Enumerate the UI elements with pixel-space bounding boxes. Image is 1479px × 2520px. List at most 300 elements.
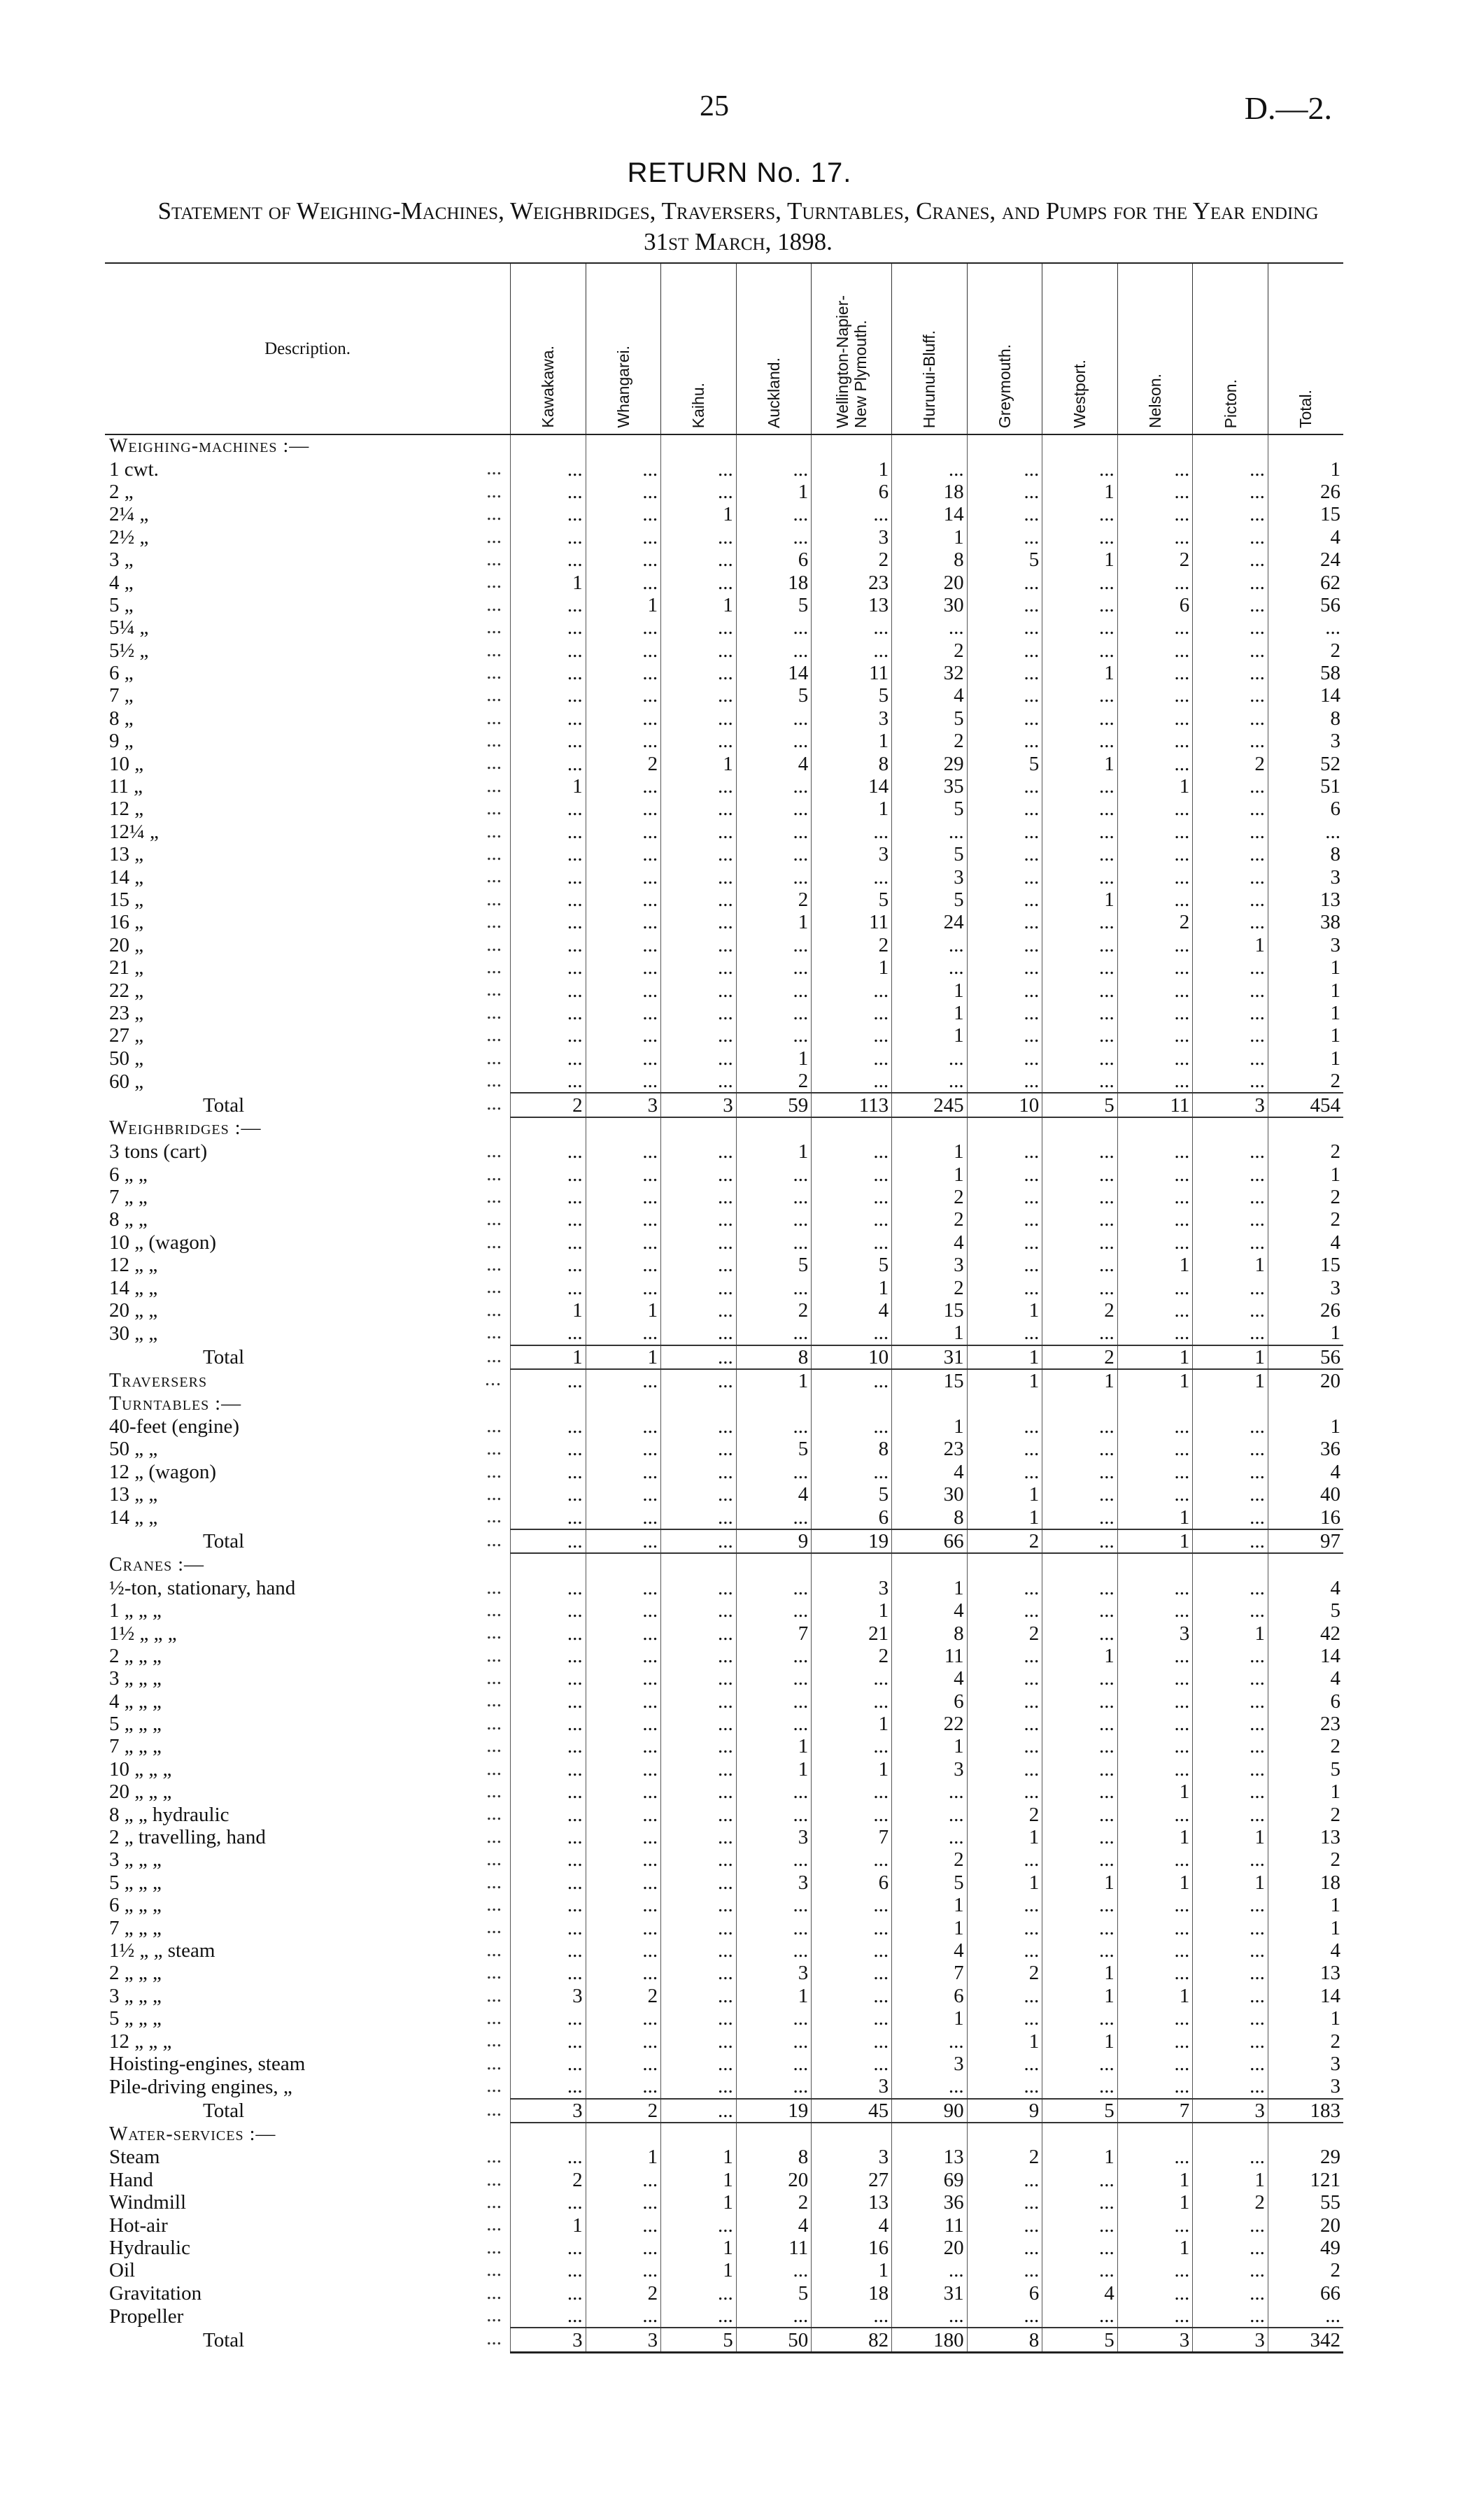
value-cell: ... bbox=[511, 843, 586, 865]
value-cell: ... bbox=[892, 2030, 968, 2052]
value-cell: 1 bbox=[586, 594, 661, 616]
value-cell: ... bbox=[1193, 1461, 1268, 1483]
row-label: Hydraulic bbox=[109, 2237, 190, 2260]
value-cell: 24 bbox=[892, 911, 968, 933]
leader-dots: ... bbox=[486, 1001, 502, 1024]
value-cell: ... bbox=[967, 1577, 1042, 1599]
leader-dots: ... bbox=[486, 1298, 502, 1321]
value-cell: 3 bbox=[812, 707, 892, 730]
value-cell: ... bbox=[1117, 798, 1193, 820]
column-header-label: Greymouth. bbox=[995, 344, 1014, 428]
value-cell: 1 bbox=[892, 1577, 968, 1599]
value-cell: ... bbox=[1117, 2053, 1193, 2075]
value-cell bbox=[812, 2123, 892, 2146]
value-cell: ... bbox=[967, 2191, 1042, 2214]
value-cell: ... bbox=[511, 1163, 586, 1186]
total-row bbox=[105, 2099, 1343, 2123]
value-cell: ... bbox=[511, 889, 586, 911]
value-cell bbox=[812, 1392, 892, 1415]
value-cell: ... bbox=[1042, 639, 1118, 662]
value-cell: ... bbox=[511, 1667, 586, 1690]
total-cell: 97 bbox=[1268, 1529, 1343, 1553]
row-label: 6 „ „ bbox=[109, 1163, 148, 1186]
leader-dots: ... bbox=[486, 639, 502, 661]
value-cell: ... bbox=[736, 2007, 812, 2030]
value-cell: ... bbox=[661, 1047, 737, 1070]
value-cell: ... bbox=[812, 1735, 892, 1757]
leader-dots: ... bbox=[486, 1163, 502, 1185]
row-description bbox=[105, 1093, 511, 1117]
value-cell: ... bbox=[967, 956, 1042, 979]
total-cell: 38 bbox=[1268, 911, 1343, 933]
value-cell: ... bbox=[967, 1186, 1042, 1208]
table-row bbox=[105, 548, 1343, 571]
value-cell: ... bbox=[1117, 1713, 1193, 1735]
value-cell: ... bbox=[511, 526, 586, 548]
leader-dots: ... bbox=[486, 1984, 502, 2006]
value-cell: 23 bbox=[892, 1438, 968, 1460]
value-cell: 1 bbox=[892, 1024, 968, 1047]
column-header-label: Wellington-Napier-New Plymouth. bbox=[833, 295, 870, 428]
value-cell: ... bbox=[586, 1276, 661, 1298]
value-cell: 5 bbox=[892, 889, 968, 911]
value-cell bbox=[892, 1392, 968, 1415]
value-cell: ... bbox=[967, 1939, 1042, 1962]
value-cell bbox=[586, 434, 661, 458]
value-cell: 1 bbox=[892, 526, 968, 548]
value-cell: 15 bbox=[892, 1369, 968, 1392]
value-cell bbox=[736, 1117, 812, 1140]
value-cell: ... bbox=[586, 798, 661, 820]
row-label: 3 „ „ „ bbox=[109, 1667, 162, 1690]
leader-dots: ... bbox=[486, 1093, 502, 1115]
value-cell: 4 bbox=[892, 1599, 968, 1622]
value-cell: 2 bbox=[892, 1276, 968, 1298]
section-row bbox=[105, 1392, 1343, 1415]
value-cell: 11 bbox=[736, 2237, 812, 2259]
table-row bbox=[105, 821, 1343, 843]
row-label: 22 „ bbox=[109, 979, 144, 1002]
value-cell: ... bbox=[892, 1803, 968, 1825]
leader-dots: ... bbox=[486, 1916, 502, 1939]
value-cell: ... bbox=[967, 1415, 1042, 1438]
value-cell: ... bbox=[586, 503, 661, 525]
value-cell: 3 bbox=[892, 1758, 968, 1781]
total-cell: 3 bbox=[1268, 2075, 1343, 2098]
value-cell: ... bbox=[586, 843, 661, 865]
value-cell: ... bbox=[661, 1848, 737, 1871]
value-cell: 1 bbox=[1117, 1345, 1193, 1369]
value-cell: ... bbox=[1117, 2305, 1193, 2328]
value-cell bbox=[1193, 1392, 1268, 1415]
column-header bbox=[1193, 263, 1268, 434]
value-cell: ... bbox=[736, 2075, 812, 2098]
leader-dots: ... bbox=[486, 1415, 502, 1437]
value-cell: ... bbox=[1042, 594, 1118, 616]
value-cell bbox=[1117, 1117, 1193, 1140]
leader-dots: ... bbox=[486, 1231, 502, 1253]
leader-dots: ... bbox=[486, 1140, 502, 1163]
leader-dots: ... bbox=[485, 1369, 502, 1391]
row-label: Gravitation bbox=[109, 2281, 202, 2305]
total-cell: ... bbox=[1268, 821, 1343, 843]
value-cell: ... bbox=[736, 798, 812, 820]
table-row bbox=[105, 1848, 1343, 1871]
value-cell: ... bbox=[661, 1939, 737, 1962]
value-cell: 20 bbox=[892, 571, 968, 593]
total-cell: 26 bbox=[1268, 481, 1343, 503]
table-row bbox=[105, 1461, 1343, 1483]
row-label: 4 „ bbox=[109, 571, 134, 594]
value-cell: 29 bbox=[892, 752, 968, 774]
value-cell: ... bbox=[586, 1369, 661, 1392]
value-cell: 1 bbox=[1042, 752, 1118, 774]
row-description bbox=[105, 2214, 511, 2236]
value-cell: 4 bbox=[736, 2214, 812, 2236]
value-cell: ... bbox=[1117, 934, 1193, 956]
row-description bbox=[105, 1322, 511, 1345]
row-label: 12 „ „ „ bbox=[109, 2030, 172, 2053]
value-cell: ... bbox=[967, 821, 1042, 843]
value-cell: ... bbox=[736, 1803, 812, 1825]
row-description bbox=[105, 1803, 511, 1825]
value-cell: 11 bbox=[892, 2214, 968, 2236]
value-cell: ... bbox=[1193, 2282, 1268, 2305]
value-cell bbox=[586, 2123, 661, 2146]
value-cell: 31 bbox=[892, 2282, 968, 2305]
value-cell: ... bbox=[586, 821, 661, 843]
leader-dots: ... bbox=[486, 2236, 502, 2258]
value-cell: ... bbox=[511, 1322, 586, 1345]
value-cell: ... bbox=[586, 1047, 661, 1070]
value-cell: ... bbox=[967, 1758, 1042, 1781]
row-label: Total bbox=[203, 1529, 245, 1552]
row-description bbox=[105, 1163, 511, 1186]
total-cell: 1 bbox=[1268, 2007, 1343, 2030]
value-cell bbox=[1042, 434, 1118, 458]
value-cell: ... bbox=[1042, 2169, 1118, 2191]
value-cell: ... bbox=[511, 1208, 586, 1231]
value-cell: ... bbox=[1042, 1002, 1118, 1024]
value-cell bbox=[661, 1117, 737, 1140]
value-cell: ... bbox=[967, 843, 1042, 865]
value-cell bbox=[1042, 2123, 1118, 2146]
value-cell: 1 bbox=[1193, 1871, 1268, 1894]
value-cell: ... bbox=[1193, 1438, 1268, 1460]
row-label: 2 „ travelling, hand bbox=[109, 1826, 266, 1849]
value-cell: ... bbox=[1193, 889, 1268, 911]
value-cell: ... bbox=[1042, 1826, 1118, 1848]
value-cell: ... bbox=[967, 1645, 1042, 1667]
value-cell: ... bbox=[511, 2237, 586, 2259]
row-description bbox=[105, 503, 511, 525]
value-cell: 1 bbox=[661, 2146, 737, 2168]
value-cell: 13 bbox=[892, 2146, 968, 2168]
row-description bbox=[105, 2123, 511, 2146]
row-label: Total bbox=[203, 1345, 245, 1368]
value-cell: ... bbox=[661, 548, 737, 571]
total-cell: 20 bbox=[1268, 1369, 1343, 1392]
value-cell: 1 bbox=[967, 1345, 1042, 1369]
value-cell: ... bbox=[736, 1848, 812, 1871]
value-cell: ... bbox=[812, 1186, 892, 1208]
table-row bbox=[105, 2259, 1343, 2281]
value-cell: ... bbox=[661, 1803, 737, 1825]
value-cell: 3 bbox=[892, 2053, 968, 2075]
value-cell: ... bbox=[1042, 1848, 1118, 1871]
value-cell: ... bbox=[1042, 1690, 1118, 1712]
value-cell: 9 bbox=[967, 2099, 1042, 2123]
value-cell: 1 bbox=[1042, 1962, 1118, 1984]
value-cell: ... bbox=[661, 526, 737, 548]
value-cell: ... bbox=[967, 1781, 1042, 1803]
value-cell: ... bbox=[967, 639, 1042, 662]
value-cell: 1 bbox=[1117, 1826, 1193, 1848]
leader-dots: ... bbox=[486, 888, 502, 910]
total-cell: 2 bbox=[1268, 1735, 1343, 1757]
total-cell: 26 bbox=[1268, 1299, 1343, 1322]
value-cell: 1 bbox=[1042, 1985, 1118, 2007]
value-cell: ... bbox=[661, 639, 737, 662]
value-cell: ... bbox=[967, 798, 1042, 820]
row-description bbox=[105, 1529, 511, 1553]
table-row bbox=[105, 1758, 1343, 1781]
row-label: Hot-air bbox=[109, 2214, 168, 2237]
row-label: 15 „ bbox=[109, 889, 144, 911]
value-cell: ... bbox=[1042, 1024, 1118, 1047]
value-cell: ... bbox=[1117, 707, 1193, 730]
value-cell: 113 bbox=[812, 1093, 892, 1117]
total-cell: 4 bbox=[1268, 1667, 1343, 1690]
value-cell: ... bbox=[511, 1758, 586, 1781]
value-cell: 4 bbox=[812, 1299, 892, 1322]
value-cell: ... bbox=[586, 1438, 661, 1460]
value-cell: 2 bbox=[967, 1529, 1042, 1553]
value-cell: ... bbox=[661, 1070, 737, 1093]
value-cell: ... bbox=[736, 1506, 812, 1529]
value-cell: 1 bbox=[1117, 775, 1193, 798]
row-description bbox=[105, 1962, 511, 1984]
value-cell: ... bbox=[967, 458, 1042, 480]
row-label: 8 „ bbox=[109, 707, 134, 730]
value-cell: ... bbox=[967, 1254, 1042, 1276]
table-row bbox=[105, 1438, 1343, 1460]
value-cell: ... bbox=[511, 1002, 586, 1024]
table-row bbox=[105, 1322, 1343, 1345]
total-cell: 4 bbox=[1268, 1577, 1343, 1599]
table-row bbox=[105, 1415, 1343, 1438]
value-cell: ... bbox=[736, 1231, 812, 1254]
value-cell: ... bbox=[511, 821, 586, 843]
value-cell: ... bbox=[586, 1186, 661, 1208]
value-cell: ... bbox=[661, 1345, 737, 1369]
row-description bbox=[105, 1186, 511, 1208]
value-cell: ... bbox=[1042, 1438, 1118, 1460]
value-cell: 3 bbox=[812, 2075, 892, 2098]
leader-dots: ... bbox=[486, 1848, 502, 1871]
table-row bbox=[105, 798, 1343, 820]
leader-dots: ... bbox=[486, 843, 502, 865]
value-cell: 1 bbox=[892, 2007, 968, 2030]
row-label: 5 „ „ „ bbox=[109, 1871, 162, 1894]
value-cell: 1 bbox=[892, 1415, 968, 1438]
value-cell: 1 bbox=[1193, 1369, 1268, 1392]
value-cell bbox=[736, 434, 812, 458]
leader-dots: ... bbox=[486, 1690, 502, 1712]
total-cell: 183 bbox=[1268, 2099, 1343, 2123]
value-cell: 1 bbox=[1193, 1254, 1268, 1276]
value-cell: ... bbox=[1193, 1231, 1268, 1254]
total-cell: 3 bbox=[1268, 1276, 1343, 1298]
row-label: Propeller bbox=[109, 2305, 184, 2328]
value-cell: 1 bbox=[661, 2169, 737, 2191]
value-cell: 2 bbox=[967, 2146, 1042, 2168]
value-cell: ... bbox=[511, 503, 586, 525]
value-cell: ... bbox=[586, 1758, 661, 1781]
row-description bbox=[105, 434, 511, 458]
value-cell: ... bbox=[586, 979, 661, 1001]
row-description bbox=[105, 843, 511, 865]
total-cell: 15 bbox=[1268, 503, 1343, 525]
value-cell: ... bbox=[812, 2007, 892, 2030]
value-cell: ... bbox=[812, 1208, 892, 1231]
value-cell: 1 bbox=[967, 1299, 1042, 1322]
value-cell: 11 bbox=[1117, 1093, 1193, 1117]
value-cell: ... bbox=[967, 2259, 1042, 2281]
value-cell: ... bbox=[1117, 1461, 1193, 1483]
value-cell: 2 bbox=[812, 1645, 892, 1667]
column-header-description: Description. bbox=[105, 263, 511, 434]
total-row bbox=[105, 1345, 1343, 1369]
value-cell: ... bbox=[586, 934, 661, 956]
value-cell: 1 bbox=[1193, 2169, 1268, 2191]
value-cell: ... bbox=[736, 934, 812, 956]
value-cell: 1 bbox=[736, 1985, 812, 2007]
row-label: Hand bbox=[109, 2168, 153, 2191]
value-cell: 3 bbox=[812, 843, 892, 865]
value-cell: ... bbox=[1117, 503, 1193, 525]
total-cell: 3 bbox=[1268, 730, 1343, 752]
row-description bbox=[105, 821, 511, 843]
value-cell: 3 bbox=[586, 1093, 661, 1117]
value-cell: ... bbox=[812, 639, 892, 662]
value-cell: ... bbox=[511, 1276, 586, 1298]
value-cell: ... bbox=[661, 1962, 737, 1984]
value-cell: 27 bbox=[812, 2169, 892, 2191]
value-cell: 3 bbox=[586, 2328, 661, 2352]
leader-dots: ... bbox=[486, 1529, 502, 1551]
value-cell: ... bbox=[661, 979, 737, 1001]
table-row bbox=[105, 2075, 1343, 2098]
row-label: 10 „ (wagon) bbox=[109, 1231, 217, 1254]
value-cell: ... bbox=[1042, 1461, 1118, 1483]
value-cell: ... bbox=[967, 2169, 1042, 2191]
row-label: 16 „ bbox=[109, 911, 144, 934]
value-cell: 2 bbox=[736, 1299, 812, 1322]
value-cell: ... bbox=[812, 1781, 892, 1803]
row-label: 14 „ bbox=[109, 865, 144, 889]
value-cell: ... bbox=[1117, 865, 1193, 888]
value-cell: ... bbox=[892, 2075, 968, 2098]
value-cell: ... bbox=[967, 1916, 1042, 1939]
value-cell: ... bbox=[1042, 865, 1118, 888]
value-cell: ... bbox=[736, 1690, 812, 1712]
value-cell: 4 bbox=[892, 1939, 968, 1962]
row-label: 10 „ „ „ bbox=[109, 1757, 172, 1781]
value-cell: ... bbox=[892, 458, 968, 480]
value-cell: ... bbox=[1193, 1781, 1268, 1803]
value-cell: ... bbox=[1117, 843, 1193, 865]
value-cell: 1 bbox=[736, 911, 812, 933]
total-cell: 29 bbox=[1268, 2146, 1343, 2168]
value-cell: ... bbox=[586, 956, 661, 979]
value-cell: 5 bbox=[736, 684, 812, 707]
value-cell: ... bbox=[586, 1415, 661, 1438]
leader-dots: ... bbox=[486, 661, 502, 684]
value-cell: ... bbox=[586, 775, 661, 798]
row-description bbox=[105, 1848, 511, 1871]
value-cell: 1 bbox=[812, 798, 892, 820]
value-cell: ... bbox=[586, 2169, 661, 2191]
value-cell: ... bbox=[1042, 843, 1118, 865]
section-row bbox=[105, 1553, 1343, 1576]
value-cell: ... bbox=[511, 1962, 586, 1984]
value-cell: 1 bbox=[1042, 662, 1118, 684]
total-cell: 3 bbox=[1268, 2053, 1343, 2075]
total-cell: 23 bbox=[1268, 1713, 1343, 1735]
value-cell: 1 bbox=[1117, 2169, 1193, 2191]
value-cell: ... bbox=[1193, 1140, 1268, 1163]
value-cell: ... bbox=[1042, 1735, 1118, 1757]
value-cell: ... bbox=[736, 2305, 812, 2328]
value-cell bbox=[1042, 1117, 1118, 1140]
value-cell: ... bbox=[812, 865, 892, 888]
value-cell: ... bbox=[736, 1599, 812, 1622]
value-cell: ... bbox=[1042, 2237, 1118, 2259]
value-cell: 1 bbox=[1117, 1985, 1193, 2007]
row-description bbox=[105, 1916, 511, 1939]
row-description bbox=[105, 684, 511, 707]
value-cell: 3 bbox=[1193, 2099, 1268, 2123]
value-cell: ... bbox=[586, 1024, 661, 1047]
value-cell: ... bbox=[1042, 1186, 1118, 1208]
value-cell: ... bbox=[1042, 1047, 1118, 1070]
table-row bbox=[105, 752, 1343, 774]
value-cell: 3 bbox=[736, 1962, 812, 1984]
leader-dots: ... bbox=[486, 2259, 502, 2281]
value-cell: 1 bbox=[967, 1369, 1042, 1392]
value-cell: ... bbox=[1117, 1645, 1193, 1667]
table-row bbox=[105, 2030, 1343, 2052]
value-cell: 1 bbox=[736, 1735, 812, 1757]
leader-dots: ... bbox=[486, 1506, 502, 1528]
value-cell bbox=[892, 1117, 968, 1140]
page-number: 25 bbox=[700, 90, 729, 122]
total-cell: 2 bbox=[1268, 1186, 1343, 1208]
value-cell: ... bbox=[1193, 1962, 1268, 1984]
value-cell: ... bbox=[511, 979, 586, 1001]
value-cell: ... bbox=[1193, 1002, 1268, 1024]
value-cell: ... bbox=[511, 1848, 586, 1871]
value-cell: ... bbox=[511, 1438, 586, 1460]
value-cell: ... bbox=[812, 821, 892, 843]
total-cell: 2 bbox=[1268, 1070, 1343, 1093]
row-label: 13 „ bbox=[109, 843, 144, 866]
value-cell: ... bbox=[812, 1415, 892, 1438]
row-label: 3 tons (cart) bbox=[109, 1140, 208, 1163]
value-cell: ... bbox=[661, 707, 737, 730]
value-cell: 1 bbox=[892, 979, 968, 1001]
